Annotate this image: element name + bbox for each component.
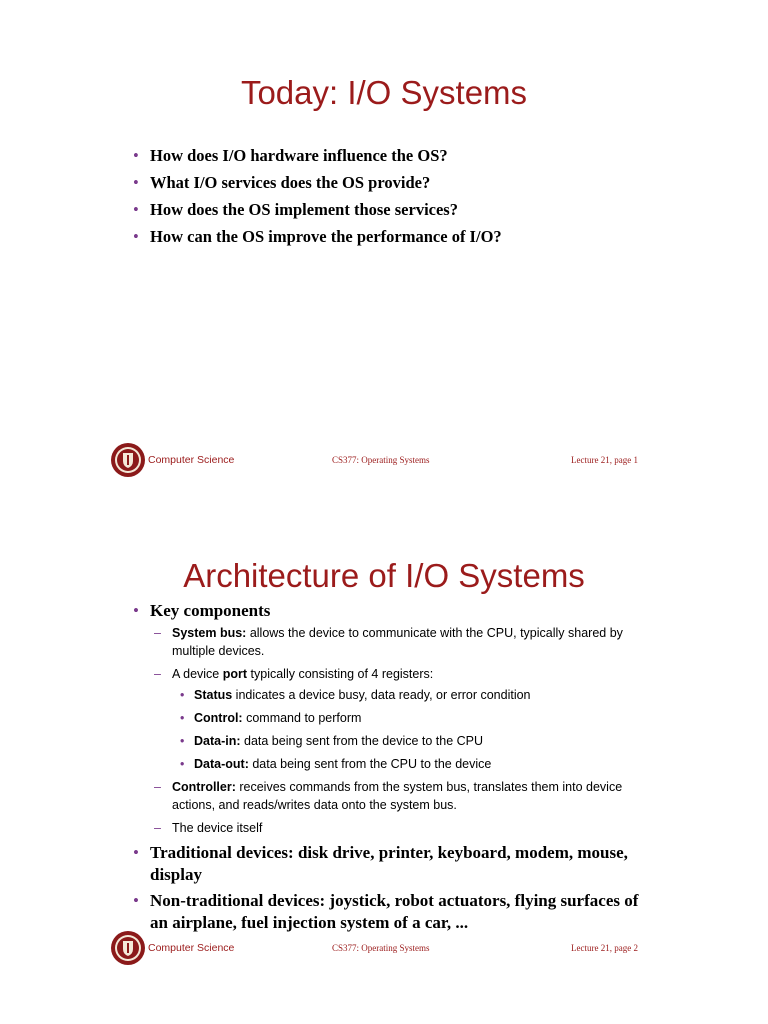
register-list (172, 686, 648, 773)
university-seal-icon (110, 930, 146, 966)
term: Data-in: (194, 734, 241, 748)
footer-page: Lecture 21, page 1 (571, 455, 638, 465)
list-item: – The device itself (150, 819, 648, 837)
list-item: • Status indicates a device busy, data ready, or error condition (172, 686, 648, 704)
term: Status (194, 688, 233, 702)
slide-footer (110, 930, 640, 970)
list-item: • How does I/O hardware influence the OS? (128, 146, 688, 173)
term: Controller: (172, 780, 236, 794)
list-item: • Data-out: data being sent from the CPU to the device (172, 755, 648, 773)
list-item: • How does the OS implement those services? (128, 200, 688, 227)
slide-title: Architecture of I/O Systems (183, 557, 585, 594)
list-item: – System bus: allows the device to communicate with the CPU, typically shared by multiple devices. (150, 624, 648, 660)
slide-2 (0, 512, 768, 1024)
list-item (128, 600, 648, 837)
list-item: • Traditional devices: disk drive, printer, keyboard, modem, mouse, display (128, 842, 648, 886)
university-seal-icon (110, 442, 146, 478)
list-item: • What I/O services does the OS provide? (128, 173, 688, 200)
footer-course: CS377: Operating Systems (332, 943, 430, 953)
list-item: • Control: command to perform (172, 709, 648, 727)
slide-title: Today: I/O Systems (240, 74, 528, 111)
bullet-list (128, 146, 688, 254)
sub-list (150, 624, 648, 837)
footer-department: Computer Science (148, 454, 235, 466)
list-item: – Controller: receives commands from the system bus, translates them into device actions, and reads/writes data onto the system bus. (150, 778, 648, 814)
footer-page: Lecture 21, page 2 (571, 943, 638, 953)
footer-course: CS377: Operating Systems (332, 455, 430, 465)
term: System bus: (172, 626, 247, 640)
term: Data-out: (194, 757, 249, 771)
footer-department: Computer Science (148, 942, 235, 954)
slide-footer (110, 442, 640, 482)
key-components-heading: Key components (150, 601, 271, 620)
term: Control: (194, 711, 243, 725)
list-item: – A device port typically consisting of 4 registers: • Status indicates a device busy, data ready, or error condition • Control: command to perform • Data-in: data being sent from the device to the CPU • Data-out: data being sent from the CPU to the device (150, 665, 648, 773)
bullet-list (128, 600, 648, 934)
list-item: • Data-in: data being sent from the device to the CPU (172, 732, 648, 750)
list-item: • How can the OS improve the performance of I/O? (128, 227, 688, 254)
term: port (222, 667, 248, 681)
list-item: • Non-traditional devices: joystick, robot actuators, flying surfaces of an airplane, fuel injection system of a car, ... (128, 890, 648, 934)
